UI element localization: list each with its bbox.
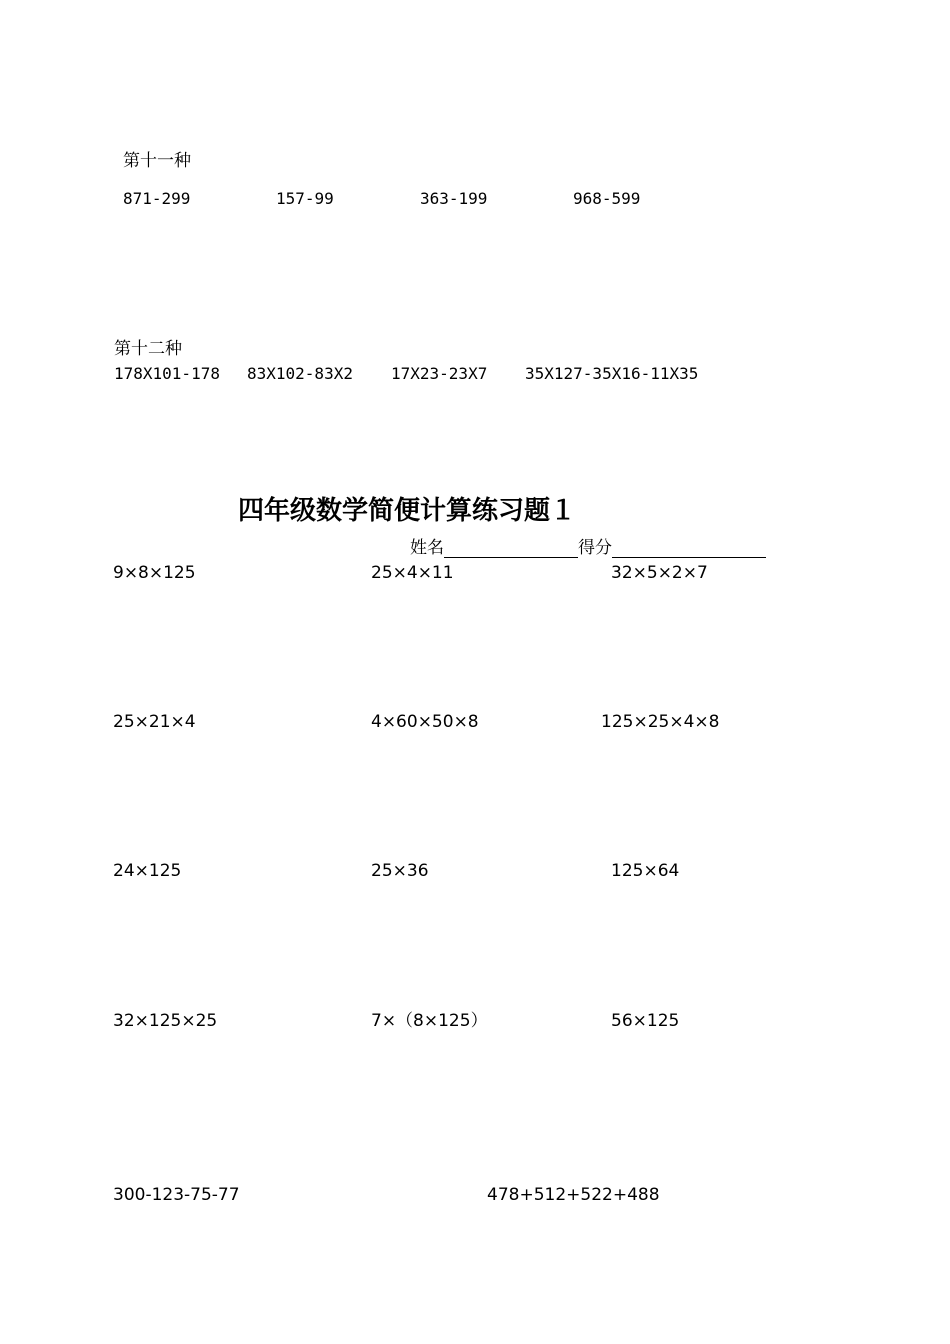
name-label: 姓名 [410, 538, 444, 558]
problem-r2-c1: 25×21×4 [113, 712, 196, 732]
problem-r4-c3: 56×125 [611, 1011, 680, 1031]
problem-r2-c2: 4×60×50×8 [371, 712, 479, 732]
problem-r3-c2: 25×36 [371, 861, 429, 881]
name-score-line [410, 538, 766, 558]
problem-r4-c2: 7×（8×125） [371, 1011, 488, 1031]
problem-11-4: 968-599 [573, 189, 641, 208]
problem-12-2: 83X102-83X2 [247, 364, 353, 383]
problem-r4-c1: 32×125×25 [113, 1011, 218, 1031]
problem-r1-c2: 25×4×11 [371, 563, 454, 583]
problem-r2-c3: 125×25×4×8 [601, 712, 720, 732]
score-label: 得分 [578, 538, 612, 558]
problem-r5-c1: 300-123-75-77 [113, 1185, 240, 1205]
score-field[interactable] [612, 539, 766, 558]
problem-12-4: 35X127-35X16-11X35 [525, 364, 699, 383]
problem-r1-c3: 32×5×2×7 [611, 563, 708, 583]
problem-11-3: 363-199 [420, 189, 488, 208]
problem-r3-c3: 125×64 [611, 861, 680, 881]
section-11-heading: 第十一种 [123, 151, 191, 171]
name-field[interactable] [444, 539, 578, 558]
section-12-heading: 第十二种 [114, 339, 182, 359]
worksheet-title: 四年级数学简便计算练习题１ [238, 496, 577, 526]
problem-r5-c2: 478+512+522+488 [487, 1185, 660, 1205]
problem-r1-c1: 9×8×125 [113, 563, 196, 583]
problem-11-1: 871-299 [123, 189, 191, 208]
problem-12-1: 178X101-178 [114, 364, 220, 383]
problem-r3-c1: 24×125 [113, 861, 182, 881]
problem-11-2: 157-99 [276, 189, 334, 208]
problem-12-3: 17X23-23X7 [391, 364, 488, 383]
